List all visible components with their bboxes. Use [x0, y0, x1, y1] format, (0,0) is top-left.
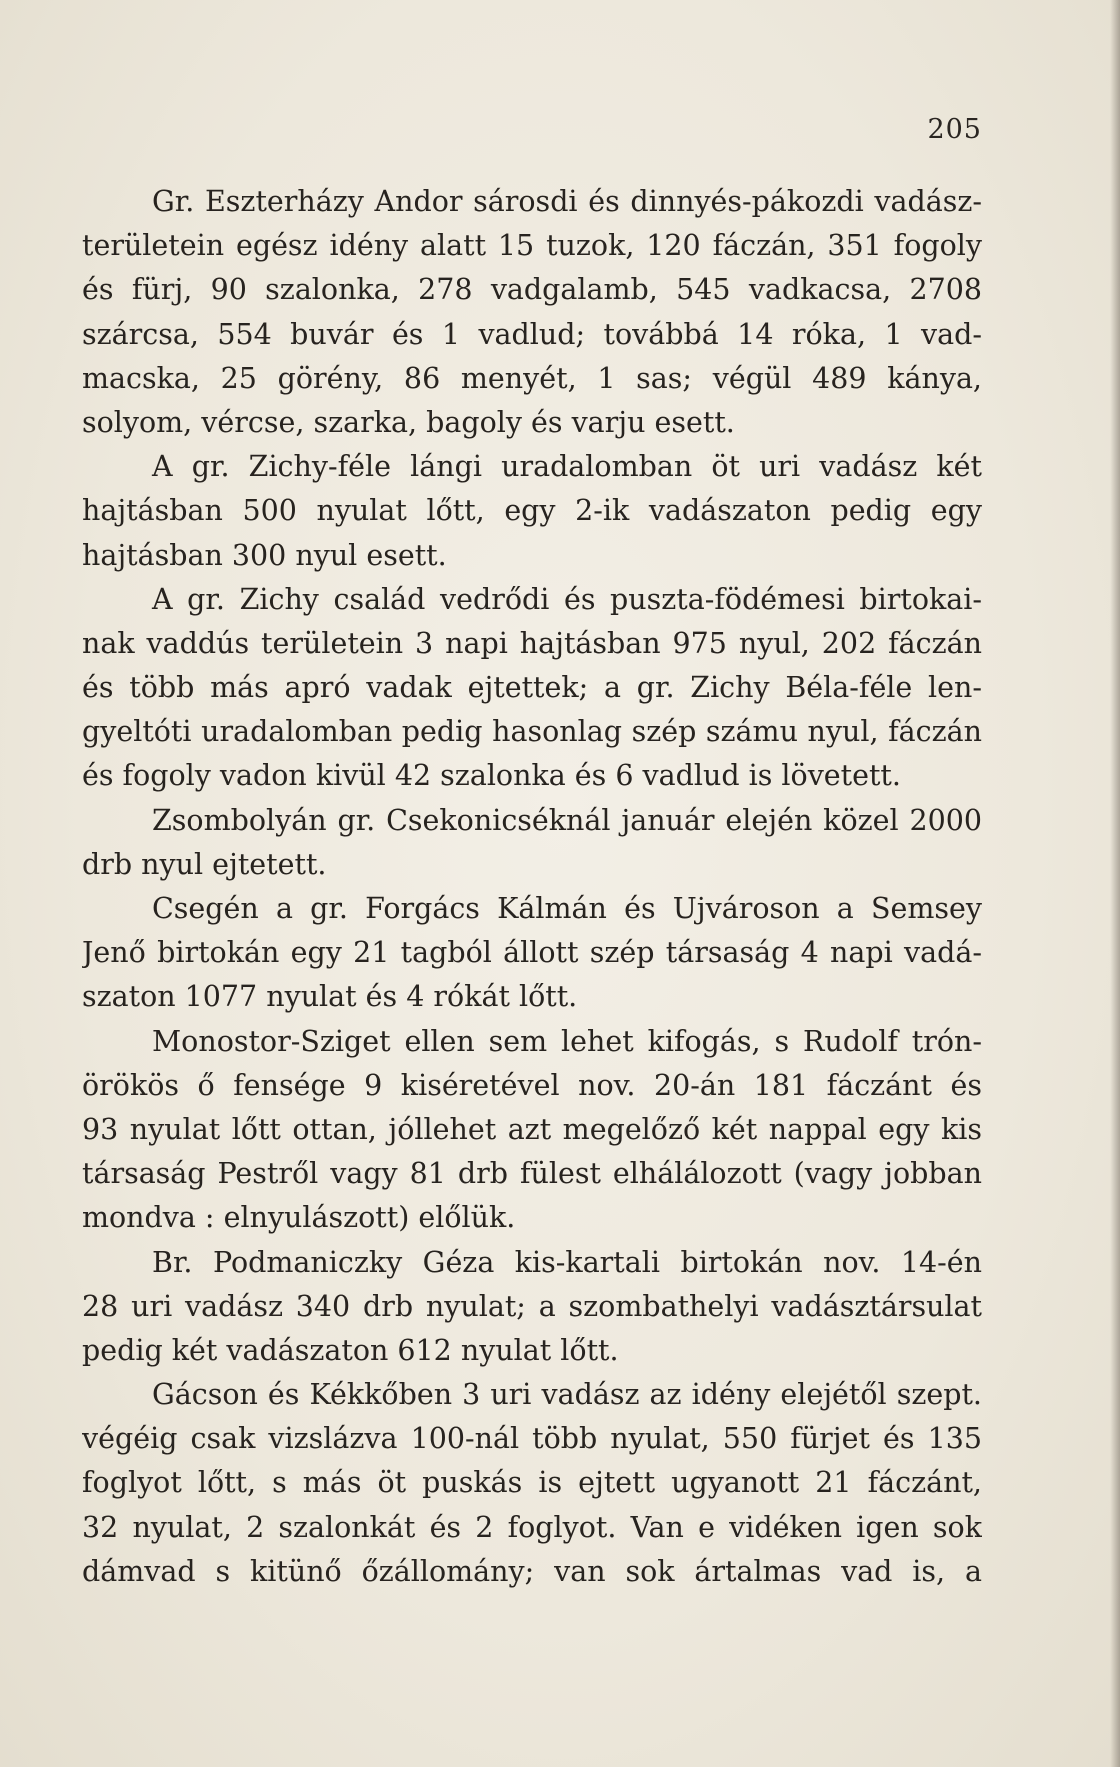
text-line: Csegén a gr. Forgács Kálmán és Ujvároson a Semsey [152, 892, 982, 925]
text-line: örökös ő fensége 9 kiséretével nov. 20-án 181 fáczánt és [82, 1068, 982, 1102]
text-line: 28 uri vadász 340 drb nyulat; a szombathelyi vadásztársulat [82, 1289, 982, 1323]
text-line: A gr. Zichy-féle lángi uradalomban öt uri vadász két [152, 450, 982, 484]
text-line: szárcsa, 554 buvár és 1 vadlud; továbbá 14 róka, 1 vad- [82, 317, 982, 351]
text-line: mondva : elnyulászott) előlük. [82, 1201, 516, 1235]
text-line: és több más apró vadak ejtettek; a gr. Zichy Béla-féle len- [82, 671, 982, 705]
text-line: nak vaddús területein 3 napi hajtásban 975 nyul, 202 fáczán [82, 626, 982, 660]
text-line: szaton 1077 nyulat és 4 rókát lőtt. [82, 980, 578, 1014]
text-line: gyeltóti uradalomban pedig hasonlag szép számu nyul, fáczán [82, 715, 982, 749]
text-line: pedig két vadászaton 612 nyulat lőtt. [82, 1333, 619, 1367]
page-number: 205 [927, 114, 982, 145]
page-edge-shadow [1110, 0, 1120, 1767]
text-line: Zsombolyán gr. Csekonicséknál január elején közel 2000 [152, 803, 982, 837]
text-line: 32 nyulat, 2 szalonkát és 2 foglyot. Van e vidéken igen sok [82, 1510, 982, 1544]
text-line: 93 nyulat lőtt ottan, jóllehet azt megelőző két nappal egy kis [82, 1112, 982, 1146]
text-line: Gácson és Kékkőben 3 uri vadász az idény elejétől szept. [152, 1378, 982, 1412]
text-line: hajtásban 500 nyulat lőtt, egy 2-ik vadászaton pedig egy [82, 494, 982, 528]
text-line: macska, 25 görény, 86 menyét, 1 sas; végül 489 kánya, [82, 361, 982, 395]
text-line: solyom, vércse, szarka, bagoly és varju esett. [82, 405, 735, 439]
text-line: A gr. Zichy család vedrődi és puszta-födémesi birtokai- [152, 582, 982, 616]
text-line: társaság Pestről vagy 81 drb fülest elhálálozott (vagy jobban [82, 1157, 982, 1191]
text-line: Gr. Eszterházy Andor sárosdi és dinnyés-pákozdi vadász- [152, 185, 982, 218]
text-line: foglyot lőtt, s más öt puskás is ejtett ugyanott 21 fáczánt, [82, 1466, 982, 1500]
text-line: végéig csak vizslázva 100-nál több nyulat, 550 fürjet és 135 [82, 1422, 982, 1456]
text-line: dámvad s kitünő őzállomány; van sok ártalmas vad is, a [82, 1554, 982, 1588]
text-line: területein egész idény alatt 15 tuzok, 120 fáczán, 351 fogoly [82, 229, 982, 263]
text-line: és fogoly vadon kivül 42 szalonka és 6 vadlud is lövetett. [82, 759, 901, 793]
text-line: hajtásban 300 nyul esett. [82, 538, 447, 572]
text-line: drb nyul ejtetett. [82, 847, 327, 881]
text-line: Br. Podmaniczky Géza kis-kartali birtokán nov. 14-én [152, 1245, 982, 1279]
text-line: Monostor-Sziget ellen sem lehet kifogás, s Rudolf trón- [152, 1024, 982, 1058]
text-line: és fürj, 90 szalonka, 278 vadgalamb, 545 vadkacsa, 2708 [82, 273, 982, 307]
text-line: Jenő birtokán egy 21 tagból állott szép társaság 4 napi vadá- [82, 936, 982, 970]
body-text [82, 180, 982, 1594]
